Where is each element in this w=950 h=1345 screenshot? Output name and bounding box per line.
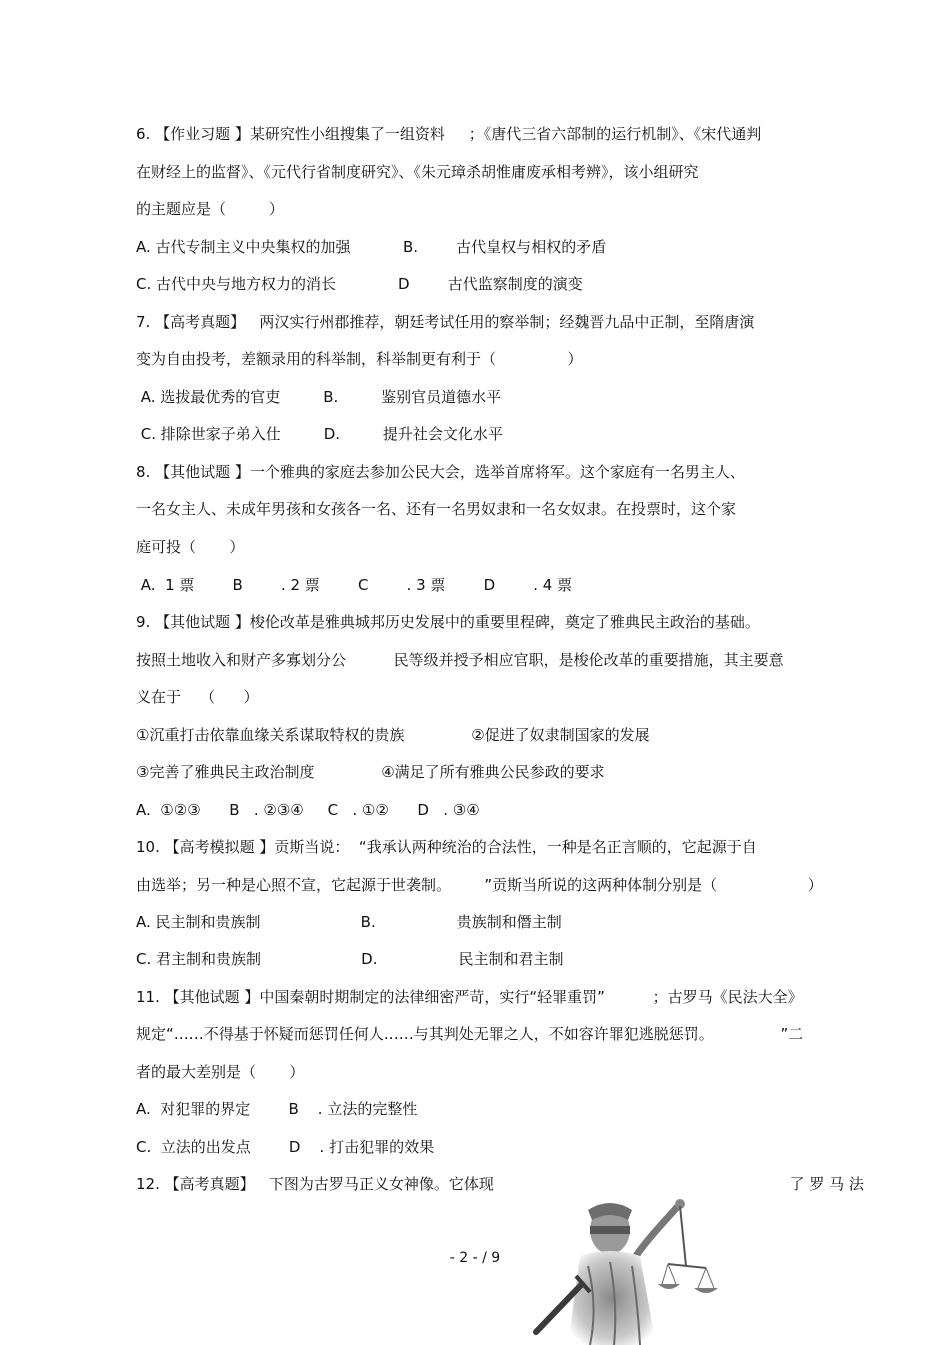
q8-line-2: 一名女主人、未成年男孩和女孩各一名、还有一名男奴隶和一名女奴隶。在投票时，这个家: [136, 500, 737, 518]
q10-option-cd: C. 君主制和贵族制 D. 民主制和君主制: [136, 950, 564, 968]
q7-option-ab: A. 选拔最优秀的官吏 B. 鉴别官员道德水平: [136, 388, 502, 406]
q11-option-cd: C. 立法的出发点 D . 打击犯罪的效果: [136, 1138, 435, 1156]
q10-line-2: 由选举；另一种是心照不宣，它起源于世袭制。 ”贡斯当所说的这两种体制分别是（ ）: [136, 876, 823, 894]
q11-line-1: 11. 【其他试题 】中国秦朝时期制定的法律细密严苛，实行“轻罪重罚” ；古罗马《民法大全》: [136, 988, 803, 1006]
q12-line-1: 12. 【高考真题】 下图为古罗马正义女神像。它体现 了 罗 马 法: [136, 1175, 864, 1193]
q9-line-1: 9. 【其他试题 】梭伦改革是雅典城邦历史发展中的重要里程碑，奠定了雅典民主政治的基础。: [136, 613, 760, 631]
q6-line-1: 6. 【作业习题 】某研究性小组搜集了一组资料 ；《唐代三省六部制的运行机制》、《宋代通判: [136, 125, 762, 143]
q8-options: A. 1 票 B . 2 票 C . 3 票 D . 4 票: [136, 576, 573, 594]
q9-options: A. ①②③ B . ②③④ C . ①② D . ③④: [136, 801, 480, 819]
q10-option-ab: A. 民主制和贵族制 B. 贵族制和僭主制: [136, 913, 562, 931]
q10-line-1: 10. 【高考模拟题 】贡斯当说： “我承认两种统治的合法性，一种是名正言顺的，它起源于自: [136, 838, 757, 856]
q8-line-3: 庭可投（ ）: [136, 538, 245, 556]
q9-statement-34: ③完善了雅典民主政治制度 ④满足了所有雅典公民参政的要求: [136, 763, 605, 781]
q11-line-3: 者的最大差别是（ ）: [136, 1063, 305, 1081]
page-number: - 2 - / 9: [449, 1250, 501, 1266]
q7-line-1: 7. 【高考真题】 两汉实行州郡推荐，朝廷考试任用的察举制；经魏晋九品中正制，至隋唐演: [136, 313, 755, 331]
q9-line-2: 按照土地收入和财产多寡划分公 民等级并授予相应官职，是梭伦改革的重要措施，其主要意: [136, 651, 784, 669]
q7-option-cd: C. 排除世家子弟入仕 D. 提升社会文化水平: [136, 425, 503, 443]
q6-option-ab: A. 古代专制主义中央集权的加强 B. 古代皇权与相权的矛盾: [136, 238, 607, 256]
q8-line-1: 8. 【其他试题 】一个雅典的家庭去参加公民大会，选举首席将军。这个家庭有一名男主人、: [136, 463, 745, 481]
justice-statue-image: [528, 1196, 728, 1345]
q9-statement-12: ①沉重打击依靠血缘关系谋取特权的贵族 ②促进了奴隶制国家的发展: [136, 726, 650, 744]
q9-line-3: 义在于 （ ）: [136, 688, 259, 706]
q6-line-3: 的主题应是（ ）: [136, 200, 284, 218]
q11-option-ab: A. 对犯罪的界定 B . 立法的完整性: [136, 1100, 418, 1118]
q11-line-2: 规定“……不得基于怀疑而惩罚任何人……与其判处无罪之人，不如容许罪犯逃脱惩罚。 ”二: [136, 1025, 804, 1043]
q7-line-2: 变为自由投考，差额录用的科举制，科举制更有利于（ ）: [136, 350, 583, 368]
q6-line-2: 在财经上的监督》、《元代行省制度研究》、《朱元璋杀胡惟庸废承相考辨》，该小组研究: [136, 163, 699, 181]
q6-option-cd: C. 古代中央与地方权力的消长 D 古代监察制度的演变: [136, 275, 583, 293]
